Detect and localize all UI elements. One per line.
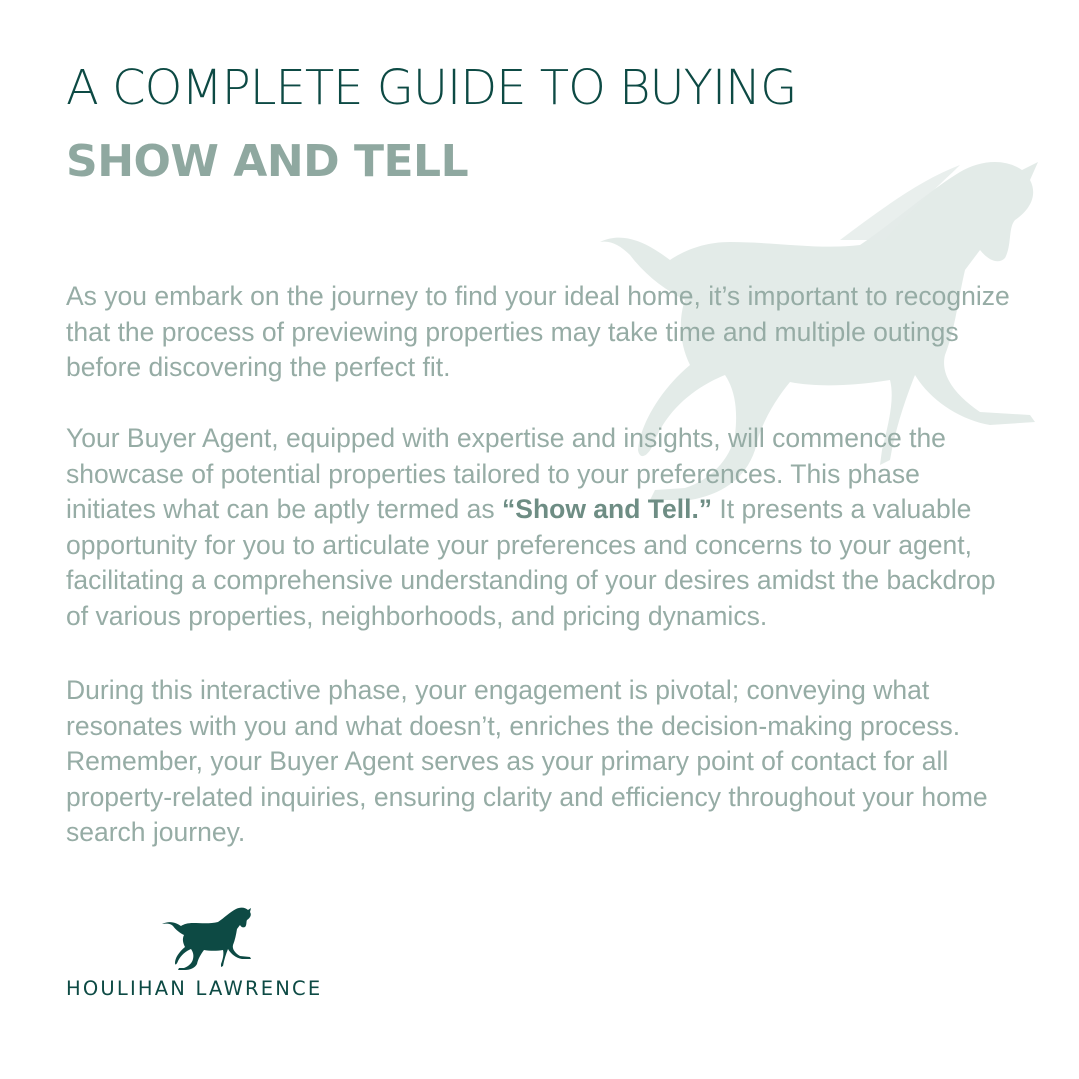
brand-name: HOULIHAN LAWRENCE [66, 977, 323, 1000]
page-subtitle: SHOW AND TELL [66, 136, 469, 187]
paragraph-2-text-end: It presents a valuable opportunity for you to articulate your preferences and concerns to your agent, facilitating a comprehensive understanding of your desires amidst the backdrop of various properties, neighborhoods, and pricing dynamics. [66, 494, 996, 631]
body-paragraph-2 [66, 421, 1016, 635]
body-paragraph-1: As you embark on the journey to find your ideal home, it’s important to recognize that the process of previewing properties may take time and multiple outings before discovering the perfect fit. [66, 281, 1010, 383]
body-paragraph-3: During this interactive phase, your engagement is pivotal; conveying what resonates with you and what doesn’t, enriches the decision-making process. Remember, your Buyer Agent serves as your primary point of contact for all property-related inquiries, ensuring clarity and efficiency throughout your home search journey. [66, 675, 988, 848]
paragraph-2-text-start: Your Buyer Agent, equipped with expertise and insights, will commence the showcase of potential properties tailored to your preferences. This phase initiates what can be aptly termed as [66, 423, 946, 525]
show-and-tell-emphasis: “Show and Tell.” [502, 494, 713, 525]
horse-icon [160, 906, 258, 970]
page-title: A COMPLETE GUIDE TO BUYING [66, 60, 797, 116]
